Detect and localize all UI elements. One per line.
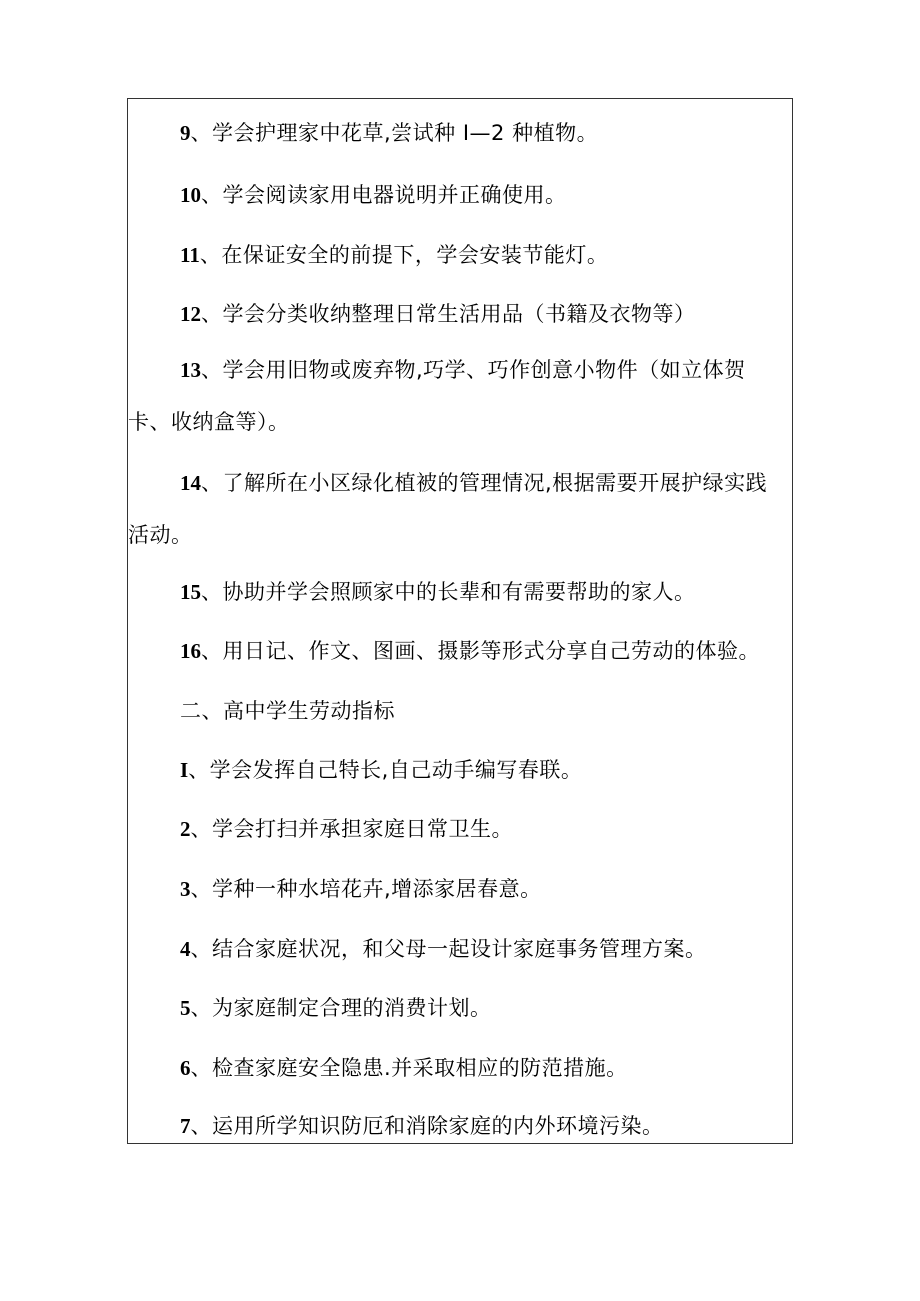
item-number: 13	[180, 358, 201, 382]
item-text: 、学会分类收纳整理日常生活用品（书籍及衣物等）	[201, 302, 696, 326]
list-item	[128, 457, 788, 561]
list-item	[180, 740, 792, 800]
item-number: 14	[180, 471, 201, 495]
item-text: 、了解所在小区绿化植被的管理情况,根据需要开展护绿实践活动。	[128, 471, 768, 547]
list-item	[180, 799, 792, 859]
item-number: 4	[180, 937, 191, 961]
item-text: 、学会护理家中花草,尝试种 I—2 种植物。	[190, 121, 599, 145]
item-number: 16	[180, 639, 201, 663]
item-number: 2	[180, 817, 191, 841]
item-number: 5	[180, 996, 191, 1020]
item-text: 、学会阅读家用电器说明并正确使用。	[201, 183, 567, 207]
item-text: 、结合家庭状况，和父母一起设计家庭事务管理方案。	[190, 937, 707, 961]
item-number: 6	[180, 1056, 191, 1080]
item-text: 、运用所学知识防厄和消除家庭的内外环境污染。	[190, 1114, 664, 1138]
item-number: 9	[180, 121, 191, 145]
heading-text: 二、高中学生劳动指标	[180, 699, 395, 723]
item-text: 、协助并学会照顾家中的长辈和有需要帮助的家人。	[201, 580, 696, 604]
item-number: 7	[180, 1114, 191, 1138]
item-number: 15	[180, 580, 201, 604]
item-text: 、在保证安全的前提下，学会安装节能灯。	[199, 243, 609, 267]
item-text: 、为家庭制定合理的消费计划。	[190, 996, 492, 1020]
list-item	[180, 621, 792, 681]
list-item	[128, 344, 788, 448]
section-heading	[180, 681, 792, 741]
list-item	[180, 919, 792, 979]
item-text: 、学会打扫并承担家庭日常卫生。	[190, 817, 513, 841]
item-text: 、学会发挥自己特长,自己动手编写春联。	[188, 758, 583, 782]
item-text: 、学会用旧物或废弃物,巧学、巧作创意小物件（如立体贺卡、收纳盒等）。	[128, 358, 746, 434]
item-number: 3	[180, 877, 191, 901]
list-item	[180, 1038, 792, 1098]
item-text: 、用日记、作文、图画、摄影等形式分享自己劳动的体验。	[201, 639, 760, 663]
list-item	[180, 978, 792, 1038]
item-text: 、学种一种水培花卉,增添家居春意。	[190, 877, 542, 901]
item-number: 11	[180, 243, 200, 267]
list-item	[180, 165, 792, 225]
list-item	[180, 225, 792, 285]
item-number: I	[180, 758, 189, 782]
list-item	[180, 859, 792, 919]
document-frame	[127, 98, 793, 1144]
list-item	[180, 562, 792, 622]
list-item	[180, 284, 792, 344]
list-item	[180, 103, 792, 163]
item-number: 10	[180, 183, 201, 207]
item-number: 12	[180, 302, 201, 326]
item-text: 、检查家庭安全隐患.并采取相应的防范措施。	[190, 1056, 628, 1080]
list-item	[180, 1096, 792, 1156]
